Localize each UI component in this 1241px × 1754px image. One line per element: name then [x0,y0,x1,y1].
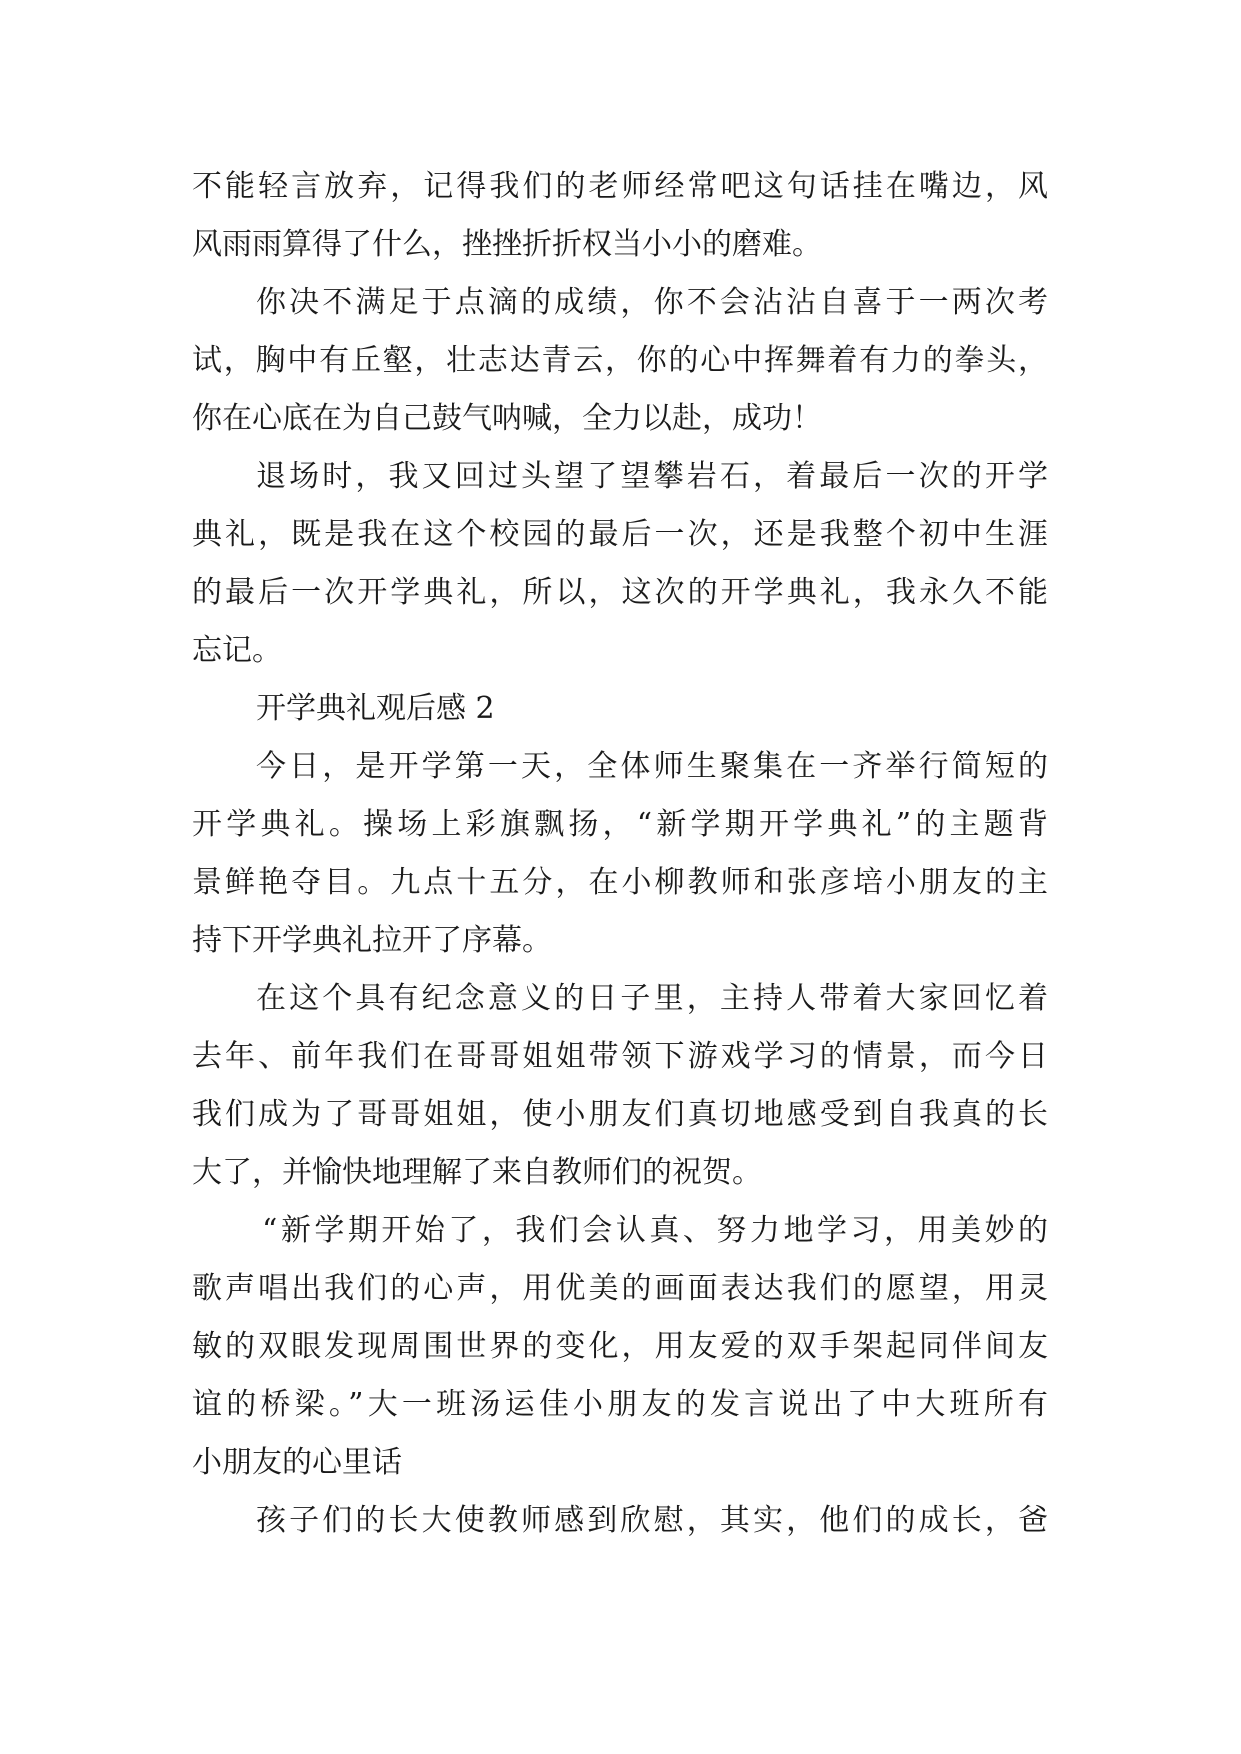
text-line: 在这个具有纪念意义的日子里，主持人带着大家回忆着 [256,981,1048,1016]
text-line: 谊的桥梁。”大一班汤运佳小朋友的发言说出了中大班所有 [192,1387,1048,1422]
text-line: 开学典礼。操场上彩旗飘扬，“新学期开学典礼”的主题背 [192,807,1048,842]
text-line: 风雨雨算得了什么，挫挫折折权当小小的磨难。 [192,227,822,262]
text-line: 孩子们的长大使教师感到欣慰，其实，他们的成长，爸 [256,1503,1048,1538]
text-line: 今日，是开学第一天，全体师生聚集在一齐举行简短的 [256,749,1048,784]
text-line: 我们成为了哥哥姐姐，使小朋友们真切地感受到自我真的长 [192,1097,1048,1132]
text-line: 小朋友的心里话 [192,1445,402,1480]
text-line: 退场时，我又回过头望了望攀岩石，着最后一次的开学 [256,459,1048,494]
text-line: 的最后一次开学典礼，所以，这次的开学典礼，我永久不能 [192,575,1048,610]
text-line: 典礼，既是我在这个校园的最后一次，还是我整个初中生涯 [192,517,1048,552]
text-line: 不能轻言放弃，记得我们的老师经常吧这句话挂在嘴边，风 [192,169,1048,204]
text-line: 忘记。 [192,633,282,668]
text-line: 歌声唱出我们的心声，用优美的画面表达我们的愿望，用灵 [192,1271,1048,1306]
text-line: 大了，并愉快地理解了来自教师们的祝贺。 [192,1155,762,1190]
text-line: “新学期开始了，我们会认真、努力地学习，用美妙的 [262,1213,1048,1248]
text-line: 去年、前年我们在哥哥姐姐带领下游戏学习的情景，而今日 [192,1039,1048,1074]
section-heading: 开学典礼观后感 2 [256,691,495,726]
text-line: 你在心底在为自己鼓气呐喊，全力以赴，成功！ [192,401,822,436]
text-line: 试，胸中有丘壑，壮志达青云，你的心中挥舞着有力的拳头， [192,343,1048,378]
text-line: 持下开学典礼拉开了序幕。 [192,923,552,958]
document-body [192,158,1048,1550]
text-line: 你决不满足于点滴的成绩，你不会沾沾自喜于一两次考 [256,285,1048,320]
text-line: 敏的双眼发现周围世界的变化，用友爱的双手架起同伴间友 [192,1329,1048,1364]
text-line: 景鲜艳夺目。九点十五分，在小柳教师和张彦培小朋友的主 [192,865,1048,900]
